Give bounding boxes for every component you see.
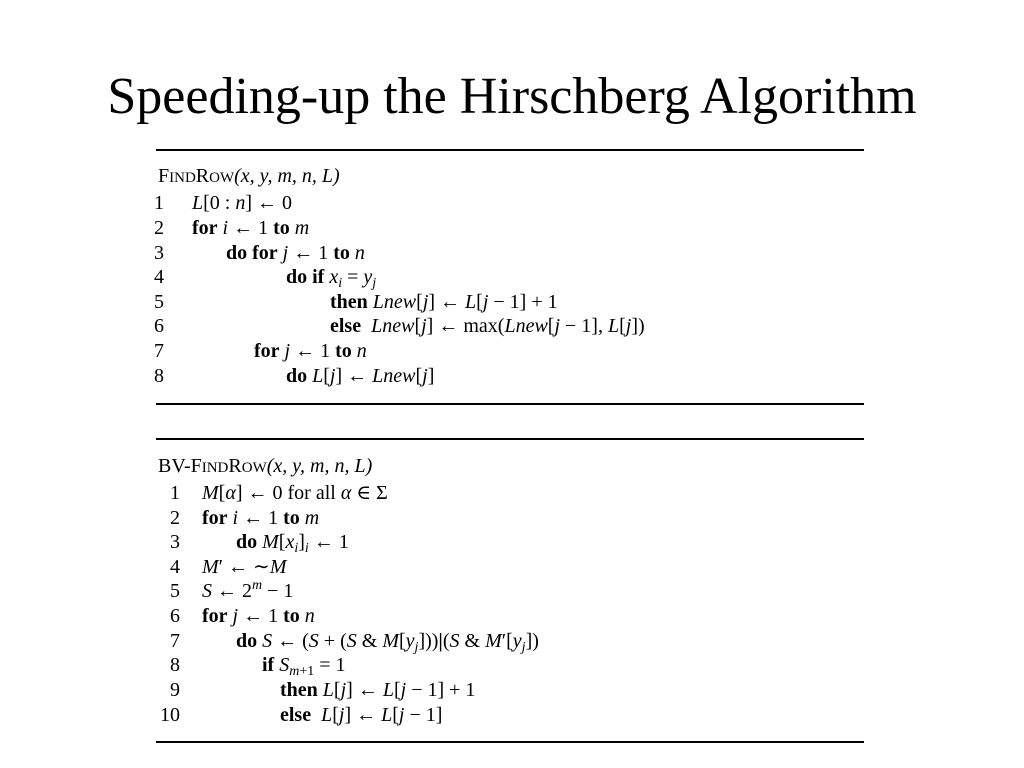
algorithm1-bottom-rule <box>156 403 864 405</box>
algorithm2-top-rule <box>156 438 864 440</box>
algorithm2-bottom-rule <box>156 741 864 743</box>
algorithm1-header: FINDROW(x, y, m, n, L) <box>158 165 340 187</box>
page-title: Speeding-up the Hirschberg Algorithm <box>107 68 917 125</box>
algorithm2-header: BV-FINDROW(x, y, m, n, L) <box>158 455 373 477</box>
algorithm1-top-rule <box>156 149 864 151</box>
